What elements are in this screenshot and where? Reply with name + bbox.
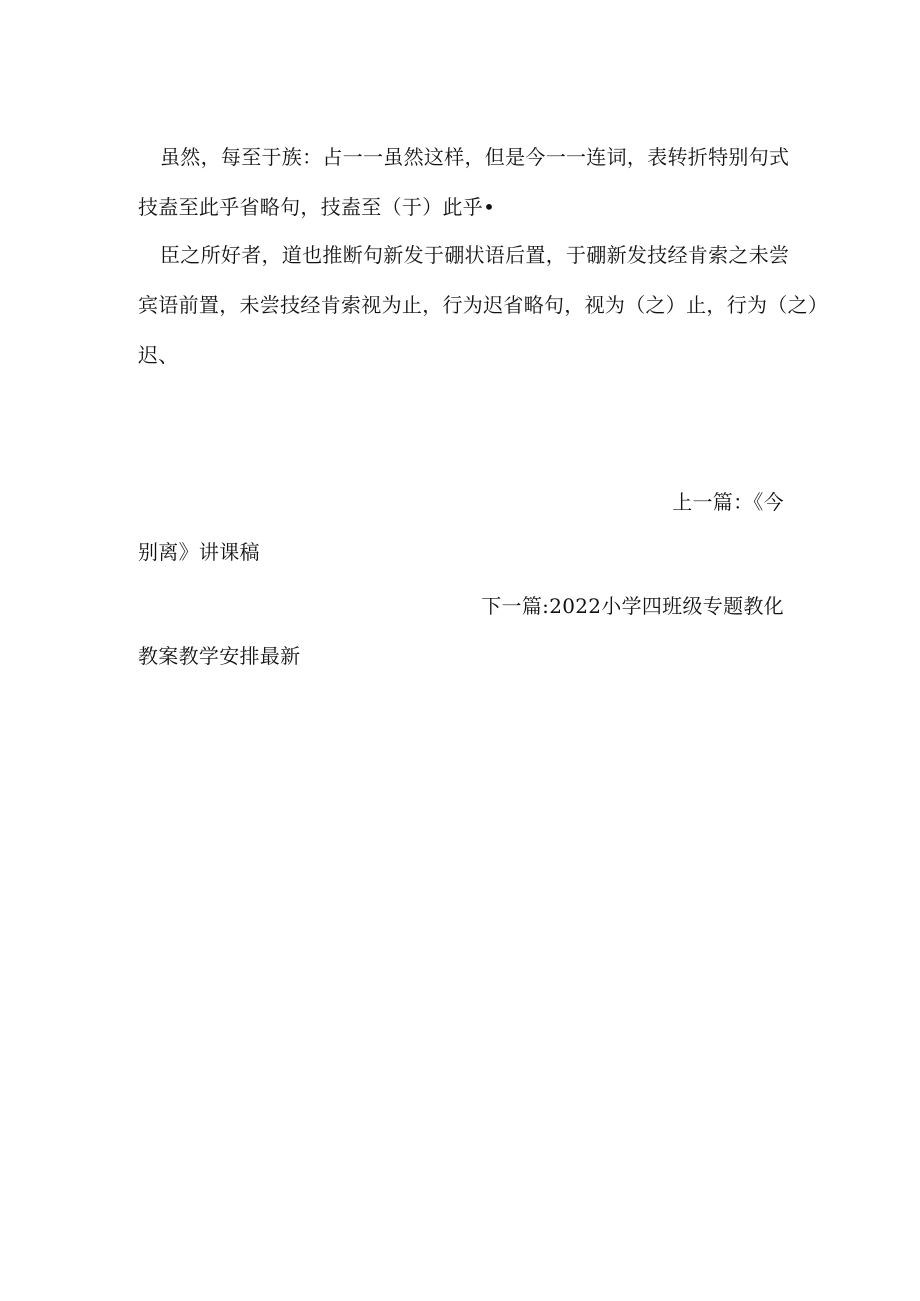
prev-article-link[interactable]: 上一篇：《今	[672, 490, 784, 514]
paragraph-2-line-2: 宾语前置，未尝技经肯索视为止，行为迟省略句，视为（之）止，行为（之）	[138, 293, 829, 317]
next-article-link[interactable]: 下一篇:2022小学四班级专题教化	[481, 594, 784, 618]
paragraph-2-line-3: 迟、	[138, 343, 179, 367]
prev-article-link-continued[interactable]: 别离》讲课稿	[138, 540, 260, 564]
paragraph-2-line-1: 臣之所好者，道也推断句新发于硼状语后置，于硼新发技经肯索之未尝	[160, 243, 790, 267]
paragraph-1-line-2: 技盍至此乎省略句，技盍至（于）此乎•	[138, 195, 496, 219]
next-article-link-continued[interactable]: 教案教学安排最新	[138, 644, 301, 668]
paragraph-1-line-1: 虽然，每至于族：占一一虽然这样，但是今一一连词，表转折特别句式	[160, 145, 790, 169]
